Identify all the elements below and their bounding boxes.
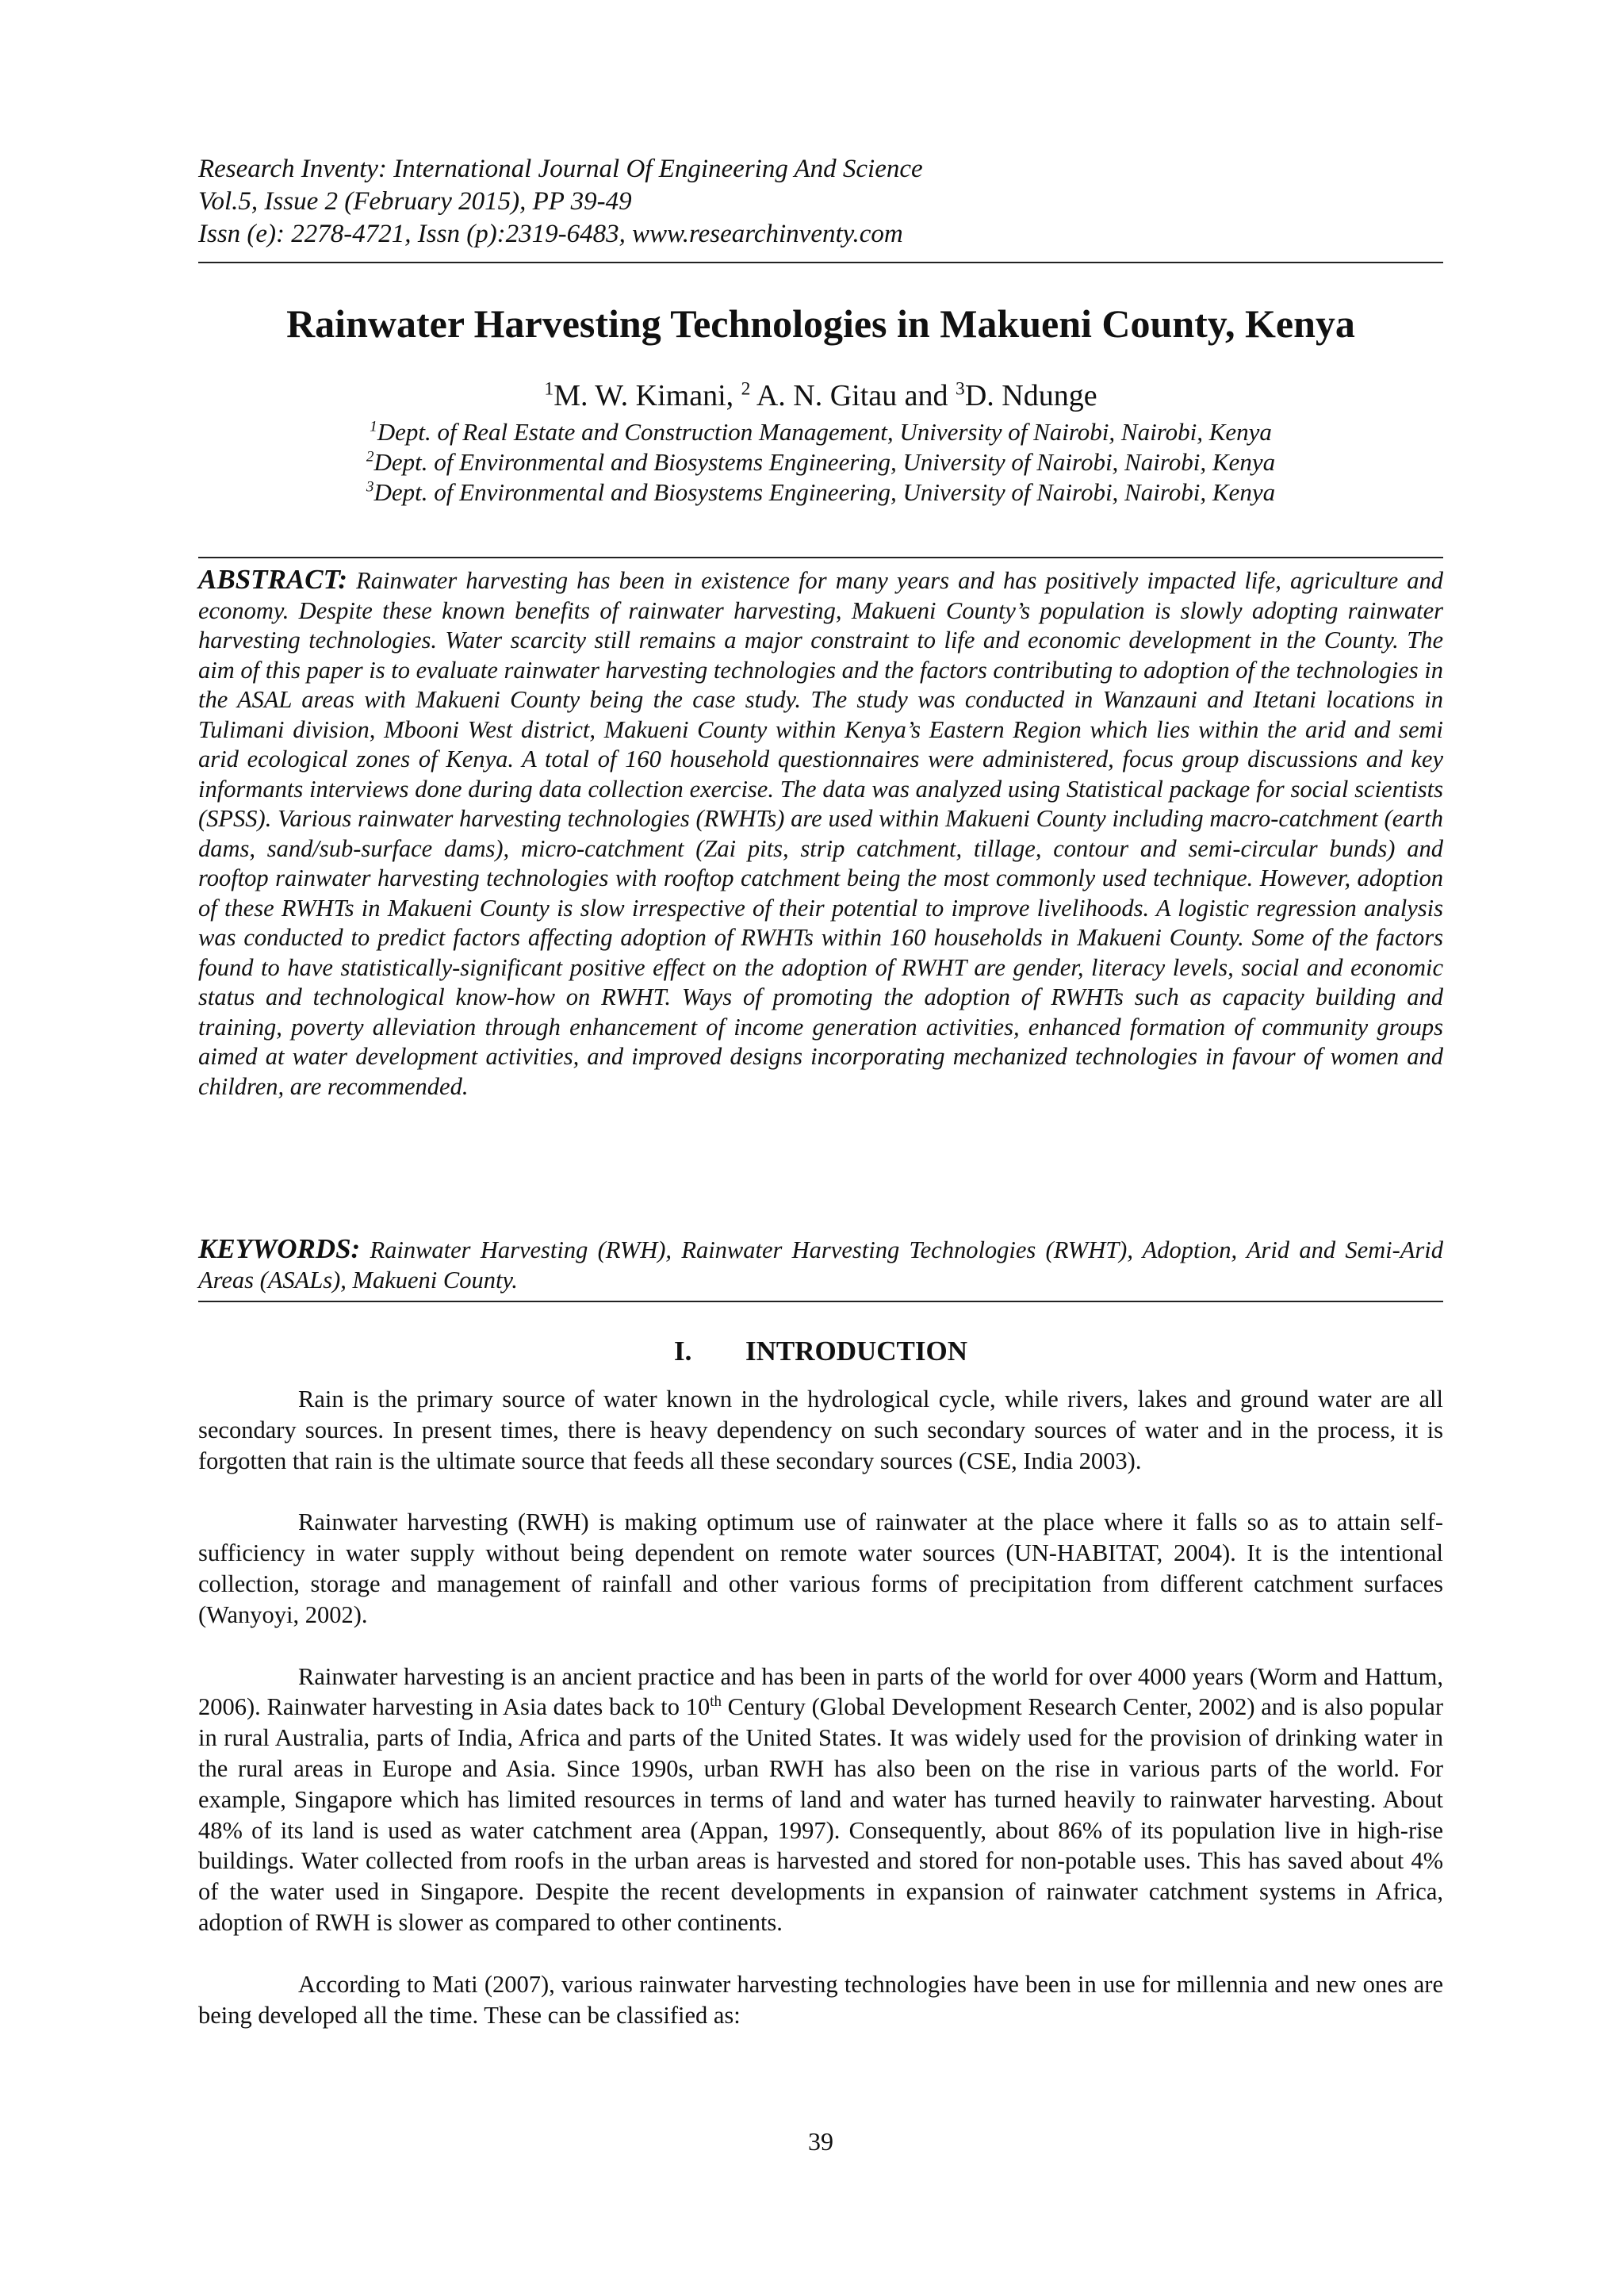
- affiliation-1-text: Dept. of Real Estate and Construction Management, University of Nairobi, Nairobi, Kenya: [377, 418, 1272, 446]
- paragraph-1: Rain is the primary source of water known in the hydrological cycle, while rivers, lakes and ground water are all secondary sources. In present times, there is heavy dependency on such secondary sources of water and in the process, it is forgotten that rain is the ultimate source that feeds all these secondary sources (CSE, India 2003).: [198, 1386, 1443, 1474]
- paragraph-4: According to Mati (2007), various rainwater harvesting technologies have been in use for millennia and new ones are being developed all the time. These can be classified as:: [198, 1970, 1443, 2029]
- keywords: [198, 1234, 1443, 1295]
- affiliation-1: [198, 417, 1443, 447]
- author-2-sup: 2: [741, 378, 751, 400]
- affiliation-3-text: Dept. of Environmental and Biosystems Engineering, University of Nairobi, Nairobi, Kenya: [373, 478, 1276, 506]
- affiliation-1-sup: 1: [370, 418, 377, 435]
- abstract: [198, 565, 1443, 1102]
- keywords-label: KEYWORDS:: [198, 1233, 361, 1264]
- section-title: INTRODUCTION: [745, 1336, 968, 1366]
- page-number: 39: [808, 2127, 833, 2156]
- journal-volume: Vol.5, Issue 2 (February 2015), PP 39-49: [198, 187, 632, 216]
- header-rule: [198, 262, 1443, 263]
- affiliation-2-sup: 2: [366, 448, 374, 466]
- journal-issn: Issn (e): 2278-4721, Issn (p):2319-6483, www.researchinventy.com: [198, 220, 903, 248]
- author-1-name: M. W. Kimani,: [553, 379, 741, 412]
- affiliation-2: [198, 447, 1443, 477]
- author-2-name: A. N. Gitau and: [750, 379, 956, 412]
- affiliation-3-sup: 3: [366, 478, 374, 496]
- body-text: [198, 1384, 1443, 2061]
- abstract-text: Rainwater harvesting has been in existence for many years and has positively impacted life, agriculture and economy. Despite these known benefits of rainwater harvesting, Makueni County’s population is slowly adopting rainwater harvesting technologies. Water scarcity still remains a major constraint to life and economic development in the County. The aim of this paper is to evaluate rainwater harvesting technologies and the factors contributing to adoption of the technologies in the ASAL areas with Makueni County being the case study. The study was conducted in Wanzauni and Itetani locations in Tulimani division, Mbooni West district, Makueni County within Kenya’s Eastern Region which lies within the arid and semi arid ecological zones of Kenya. A total of 160 household questionnaires were administered, focus group discussions and key informants interviews done during data collection exercise. The data was analyzed using Statistical package for social scientists (SPSS). Various rainwater harvesting technologies (RWHTs) are used within Makueni County including macro-catchment (earth dams, sand/sub-surface dams), micro-catchment (Zai pits, strip catchment, tillage, contour and semi-circular bunds) and rooftop rainwater harvesting technologies with rooftop catchment being the most commonly used technique. However, adoption of these RWHTs in Makueni County is slow irrespective of their potential to improve livelihoods. A logistic regression analysis was conducted to predict factors affecting adoption of RWHTs within 160 households in Makueni County. Some of the factors found to have statistically-significant positive effect on the adoption of RWHT are gender, literacy levels, social and economic status and technological know-how on RWHT. Ways of promoting the adoption of RWHTs such as capacity building and training, poverty alleviation through enhancement of income generation activities, enhanced formation of community groups aimed at water development activities, and improved designs incorporating mechanized technologies in favour of women and children, are recommended.: [198, 567, 1443, 1100]
- paragraph-3: [198, 1662, 1443, 1938]
- affiliation-3: [198, 477, 1443, 508]
- paper-title: Rainwater Harvesting Technologies in Makueni County, Kenya: [286, 301, 1355, 346]
- affiliation-2-text: Dept. of Environmental and Biosystems Engineering, University of Nairobi, Nairobi, Kenya: [373, 448, 1276, 476]
- section-number: I.: [673, 1336, 692, 1366]
- abstract-top-rule: [198, 557, 1443, 558]
- keywords-text: Rainwater Harvesting (RWH), Rainwater Harvesting Technologies (RWHT), Adoption, Arid and Semi-Arid Areas (ASALs), Makueni County.: [198, 1236, 1443, 1294]
- keywords-bottom-rule: [198, 1301, 1443, 1302]
- paragraph-2: Rainwater harvesting (RWH) is making optimum use of rainwater at the place where it falls so as to attain self-sufficiency in water supply without being dependent on remote water sources (UN-HABITAT, 2004). It is the intentional collection, storage and management of rainfall and other various forms of precipitation from different catchment surfaces (Wanyoyi, 2002).: [198, 1508, 1443, 1628]
- affiliation-list: [198, 417, 1443, 508]
- author-list: [198, 378, 1443, 414]
- author-1-sup: 1: [544, 378, 554, 400]
- journal-name: Research Inventy: International Journal Of Engineering And Science: [198, 155, 923, 183]
- paragraph-3-part-b: Century (Global Development Research Center, 2002) and is also popular in rural Australia, parts of India, Africa and parts of the United States. It was widely used for the provision of drinking water in the rural areas in Europe and Asia. Since 1990s, urban RWH has also been on the rise in various parts of the world. For example, Singapore which has limited resources in terms of land and water has turned heavily to rainwater harvesting. About 48% of its land is used as water catchment area (Appan, 1997). Consequently, about 86% of its population live in high-rise buildings. Water collected from roofs in the urban areas is harvested and stored for non-potable uses. This has saved about 4% of the water used in Singapore. Despite the recent developments in expansion of rainwater catchment systems in Africa, adoption of RWH is slower as compared to other continents.: [198, 1693, 1443, 1936]
- abstract-label: ABSTRACT:: [198, 564, 348, 595]
- paragraph-3-sup: th: [710, 1693, 722, 1711]
- author-3-name: D. Ndunge: [964, 379, 1097, 412]
- section-heading: [198, 1335, 1443, 1368]
- paragraph-3-part-a: Rainwater harvesting is an ancient practice and has been in parts of the world for over 4000 years (Worm and Hattum, 2006). Rainwater harvesting in Asia dates back to 10: [198, 1662, 1443, 1721]
- journal-header: [198, 153, 1443, 251]
- author-3-sup: 3: [956, 378, 965, 400]
